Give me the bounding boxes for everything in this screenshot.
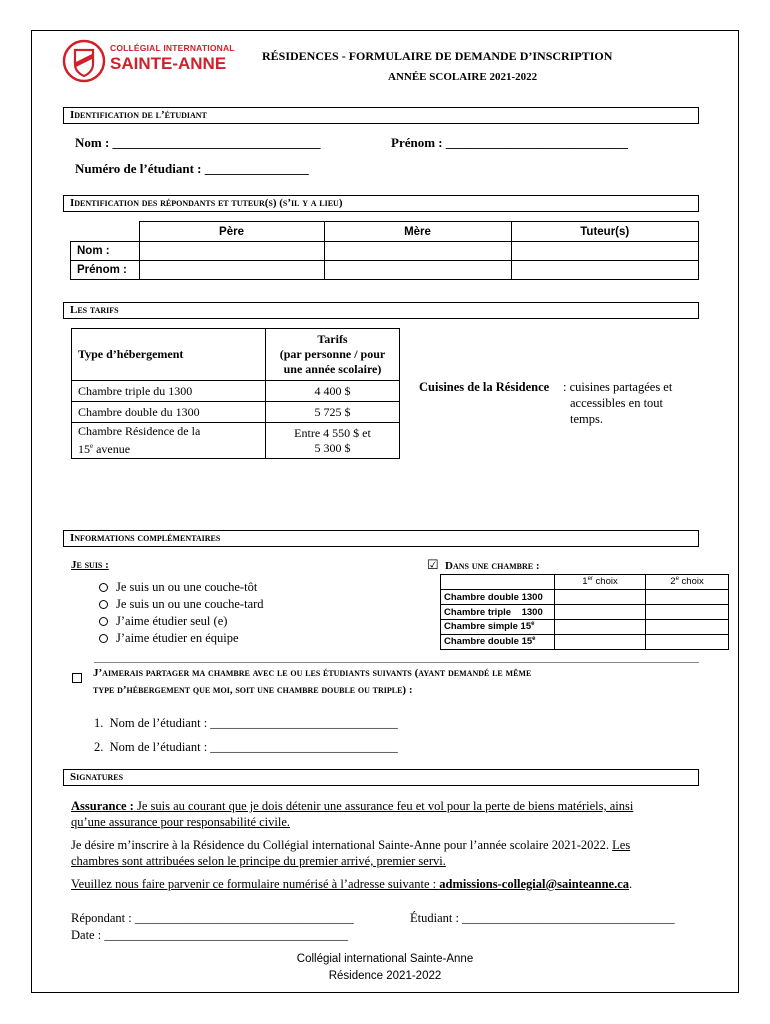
tarif-col-type: [72, 329, 266, 381]
cuisines-text-l3: temps.: [570, 412, 603, 426]
choix1-sup: er: [587, 576, 593, 583]
tarif-price-1: 4 400 $: [266, 381, 400, 402]
signatures-section-header: Signatures: [63, 769, 699, 786]
je-suis-label: Je suis :: [71, 559, 109, 571]
option-label: J’aime étudier seul (e): [116, 614, 228, 628]
tarif-type-3-sup: e: [90, 442, 94, 450]
repondant-signature[interactable]: Répondant : ___________________________________: [71, 911, 354, 925]
chambre-choice-table: [440, 574, 729, 650]
tarif-type-3: [72, 423, 266, 459]
chambre-row-label: Chambre triple 1300: [441, 605, 555, 620]
section-divider: [94, 662, 699, 663]
partage-text-l2: type d’hébergement que moi, soit une chambre double ou triple) :: [93, 684, 413, 696]
cuisines-text-l2: accessibles en tout: [570, 396, 664, 410]
assurance-paragraph: [71, 798, 711, 830]
choix2-rest: choix: [678, 576, 704, 588]
assurance-line1: [71, 798, 711, 814]
col-pere: Père: [139, 222, 324, 242]
chambre-label: Dans une chambre :: [445, 560, 540, 572]
checkbox-icon[interactable]: [72, 673, 82, 683]
footer-line2: Résidence 2021-2022: [328, 970, 442, 982]
choice-cell[interactable]: [555, 590, 646, 605]
option-etudier-equipe[interactable]: [99, 630, 264, 647]
shield-logo-icon: [62, 38, 106, 84]
prenom-field[interactable]: Prénom : ____________________________: [391, 135, 628, 150]
tarifs-table: [71, 328, 400, 459]
assurance-text: Je suis au courant que je dois détenir une assurance feu et vol pour la perte de biens matériels, ainsi: [133, 799, 634, 813]
tarif-col-price-l2: (par personne / pour: [279, 347, 386, 361]
chambre-double15-sup: e: [532, 636, 536, 643]
tarifs-section-header: Les tarifs: [63, 302, 699, 319]
pere-prenom-cell[interactable]: [139, 261, 324, 280]
tuteur-prenom-cell[interactable]: [511, 261, 699, 280]
tarif-col-price-l1: Tarifs: [317, 332, 348, 346]
cuisines-text-l1: : cuisines partagées et: [563, 380, 673, 394]
school-year: ANNÉE SCOLAIRE 2021-2022: [388, 71, 538, 83]
etudiant-signature[interactable]: Étudiant : __________________________________: [410, 911, 675, 925]
assurance-label: Assurance :: [71, 799, 134, 813]
option-label: Je suis un ou une couche-tôt: [116, 580, 258, 594]
envoi-period: .: [629, 877, 633, 891]
inscription-line2: chambres sont attribuées selon le principe du premier arrivé, premier servi.: [71, 854, 446, 868]
choice-cell[interactable]: [646, 605, 729, 620]
choix2-num: 2: [670, 576, 676, 588]
partage-student-2[interactable]: 2. Nom de l’étudiant : ______________________________: [94, 740, 398, 754]
tarif-type-3-rest: avenue: [93, 442, 131, 456]
info-section-header: Informations complémentaires: [63, 530, 699, 547]
chambre-row-label: Chambre double 1300: [441, 590, 555, 605]
tarif-type-1: Chambre triple du 1300: [72, 381, 266, 402]
choice-cell[interactable]: [646, 620, 729, 635]
partage-text-l1: J’aimerais partager ma chambre avec le ou les étudiants suivants (ayant demandé le même: [93, 667, 532, 679]
cuisines-label: Cuisines de la Résidence: [419, 380, 550, 394]
assurance-line2: qu’une assurance pour responsabilité civile.: [71, 815, 291, 829]
chambre-row-label: [441, 635, 555, 650]
inscription-les: Les: [612, 838, 631, 852]
student-section-header: Identification de l’étudiant: [63, 107, 699, 124]
tarif-type-3-l1: Chambre Résidence de la: [78, 424, 201, 438]
radio-icon[interactable]: [99, 634, 108, 643]
college-logo: [62, 38, 237, 84]
option-etudier-seul[interactable]: [99, 613, 264, 630]
radio-icon[interactable]: [99, 583, 108, 592]
tarif-type-3-l2: [78, 439, 264, 457]
choice-cell[interactable]: [646, 590, 729, 605]
pere-nom-cell[interactable]: [139, 242, 324, 261]
inscription-line1: [71, 837, 711, 853]
choice-cell[interactable]: [555, 620, 646, 635]
envoi-text: Veuillez nous faire parvenir ce formulaire numérisé à l’adresse suivante :: [71, 877, 440, 891]
chambre-checkbox[interactable]: ☑: [427, 557, 439, 572]
logo-line2: SAINTE-ANNE: [110, 54, 227, 73]
date-field[interactable]: Date : _______________________________________: [71, 928, 349, 942]
choix1-header: [555, 575, 646, 590]
tarif-type-3-num: 15: [78, 442, 90, 456]
choice-cell[interactable]: [646, 635, 729, 650]
option-couche-tot[interactable]: [99, 579, 264, 596]
tarif-type-2: Chambre double du 1300: [72, 402, 266, 423]
choice-cell[interactable]: [555, 605, 646, 620]
mere-nom-cell[interactable]: [324, 242, 511, 261]
chambre-row-label: [441, 620, 555, 635]
choix2-sup: e: [675, 576, 679, 583]
tarif-price-3-l2: 5 300 $: [314, 440, 351, 455]
nom-field[interactable]: Nom : ________________________________: [75, 135, 321, 150]
mere-prenom-cell[interactable]: [324, 261, 511, 280]
tarif-price-2: 5 725 $: [266, 402, 400, 423]
tarif-price-3-l1: Entre 4 550 $ et: [294, 425, 371, 440]
choice-cell[interactable]: [555, 635, 646, 650]
logo-line1: COLLÉGIAL INTERNATIONAL: [110, 43, 235, 53]
guardians-section-header: Identification des répondants et tuteur(s) (s’il y a lieu): [63, 195, 699, 212]
student-number-field[interactable]: Numéro de l’étudiant : ________________: [75, 161, 309, 176]
chambre-simple-text: Chambre simple 15: [444, 621, 532, 633]
tuteur-nom-cell[interactable]: [511, 242, 699, 261]
col-tuteur: Tuteur(s): [511, 222, 699, 242]
form-title: RÉSIDENCES - FORMULAIRE DE DEMANDE D’INSCRIPTION: [262, 49, 613, 63]
chambre-simple-sup: e: [531, 621, 535, 628]
tarif-col-price: [266, 329, 400, 381]
chambre-double15-text: Chambre double 15: [444, 636, 533, 648]
radio-icon[interactable]: [99, 600, 108, 609]
tarif-col-price-l3: une année scolaire): [283, 362, 382, 376]
option-couche-tard[interactable]: [99, 596, 264, 613]
inscription-text: Je désire m’inscrire à la Résidence du Collégial international Sainte-Anne pour l’année scolaire 2021-2022.: [71, 838, 613, 852]
partage-checkbox[interactable]: [72, 669, 82, 687]
row-nom: Nom :: [71, 242, 140, 261]
tarif-col-type-label: Type d’hébergement: [78, 347, 184, 361]
col-mere: Mère: [324, 222, 511, 242]
tarif-price-3: [266, 423, 400, 459]
option-label: Je suis un ou une couche-tard: [116, 597, 264, 611]
email-link[interactable]: admissions-collegial@sainteanne.ca: [439, 877, 630, 891]
choix2-header: [646, 575, 729, 590]
footer-line1: Collégial international Sainte-Anne: [296, 953, 474, 965]
inscription-paragraph: [71, 837, 711, 869]
choix1-rest: choix: [592, 576, 618, 588]
radio-icon[interactable]: [99, 617, 108, 626]
guardians-table: [70, 221, 699, 280]
personality-options: [99, 579, 264, 647]
choix1-num: 1: [582, 576, 588, 588]
envoi-line: [71, 877, 632, 892]
row-prenom: Prénom :: [71, 261, 140, 280]
option-label: J’aime étudier en équipe: [116, 631, 239, 645]
partage-student-1[interactable]: 1. Nom de l’étudiant : ______________________________: [94, 716, 398, 730]
